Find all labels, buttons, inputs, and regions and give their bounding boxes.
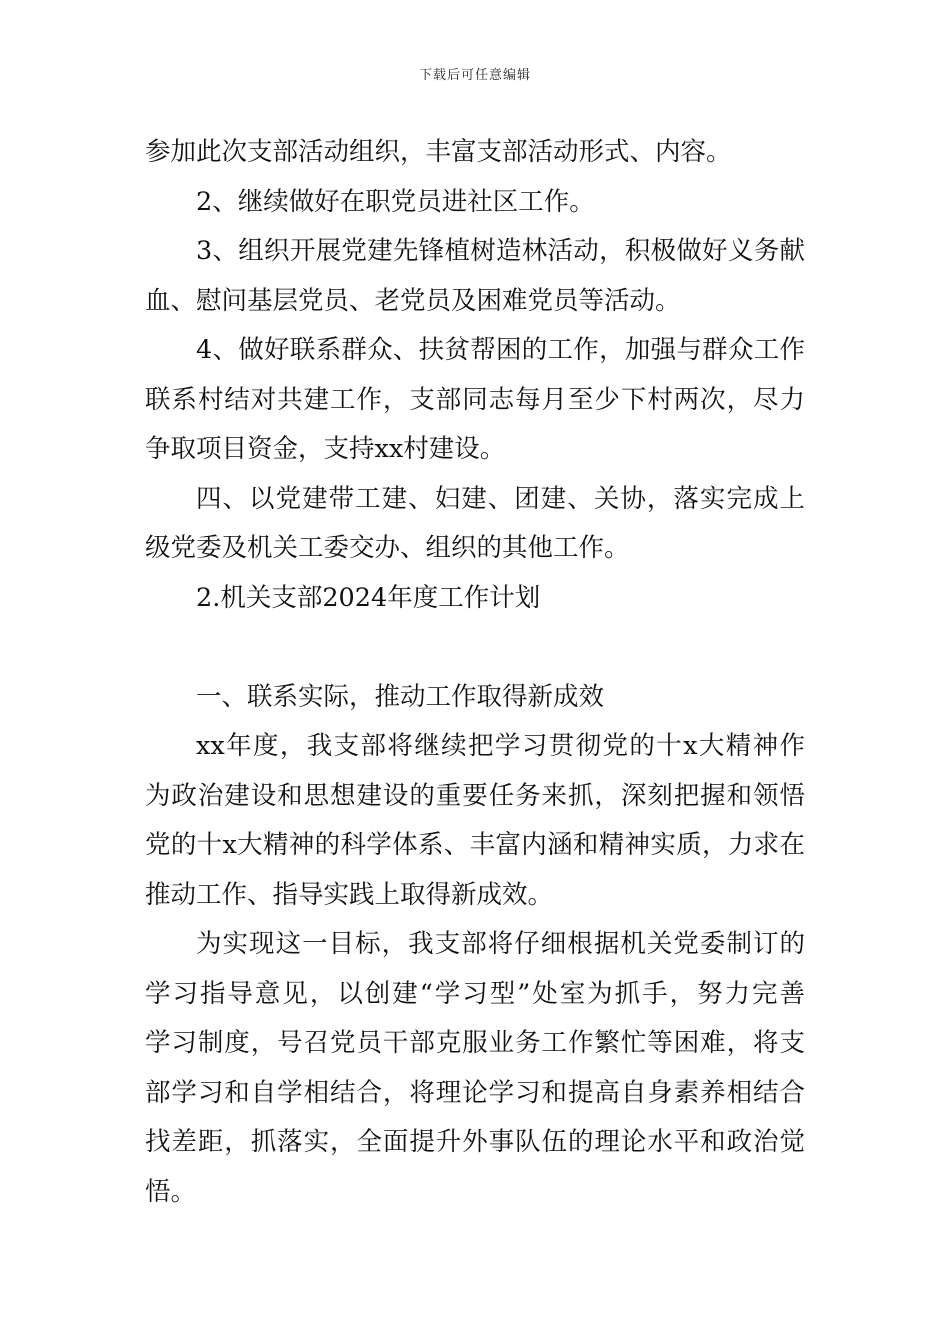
text-line: 联系村结对共建工作，支部同志每月至少下村两次，尽力: [145, 384, 805, 415]
text-line: 学习制度，号召党员干部克服业务工作繁忙等困难，将支: [145, 1028, 805, 1058]
text-line: 找差距，抓落实，全面提升外事队伍的理论水平和政治觉: [145, 1127, 805, 1157]
text-line: 为实现这一目标，我支部将仔细根据机关党委制订的: [196, 929, 805, 959]
text-line: 2、继续做好在职党员进社区工作。: [196, 186, 595, 217]
page-header-note: 下载后可任意编辑: [418, 68, 531, 83]
text-line: 为政治建设和思想建设的重要任务来抓，深刻把握和领悟: [145, 780, 805, 811]
section-heading: 一、联系实际，推动工作取得新成效: [196, 681, 605, 712]
text-line: 悟。: [145, 1176, 197, 1207]
text-line: 争取项目资金，支持xx村建设。: [145, 434, 506, 464]
text-line: 学习指导意见，以创建“学习型”处室为抓手，努力完善: [145, 978, 805, 1009]
document-body: [145, 128, 805, 1217]
text-line: 3、组织开展党建先锋植树造林活动，积极做好义务献: [196, 236, 805, 266]
text-line: 4、做好联系群众、扶贫帮困的工作，加强与群众工作: [196, 335, 805, 365]
text-line: 党的十x大精神的科学体系、丰富内涵和精神实质，力求在: [145, 830, 805, 860]
text-line: 级党委及机关工委交办、组织的其他工作。: [145, 533, 630, 563]
blank-line: [145, 623, 805, 673]
text-line: xx年度，我支部将继续把学习贯彻党的十x大精神作: [196, 731, 805, 761]
section-title: 2.机关支部2024年度工作计划: [196, 582, 541, 613]
text-line: 血、慰问基层党员、老党员及困难党员等活动。: [145, 285, 681, 316]
text-line: 参加此次支部活动组织，丰富支部活动形式、内容。: [145, 137, 732, 167]
text-line: 部学习和自学相结合，将理论学习和提高自身素养相结合: [145, 1077, 805, 1108]
text-line: 推动工作、指导实践上取得新成效。: [145, 879, 554, 910]
text-line: 四、以党建带工建、妇建、团建、关协，落实完成上: [196, 483, 805, 514]
